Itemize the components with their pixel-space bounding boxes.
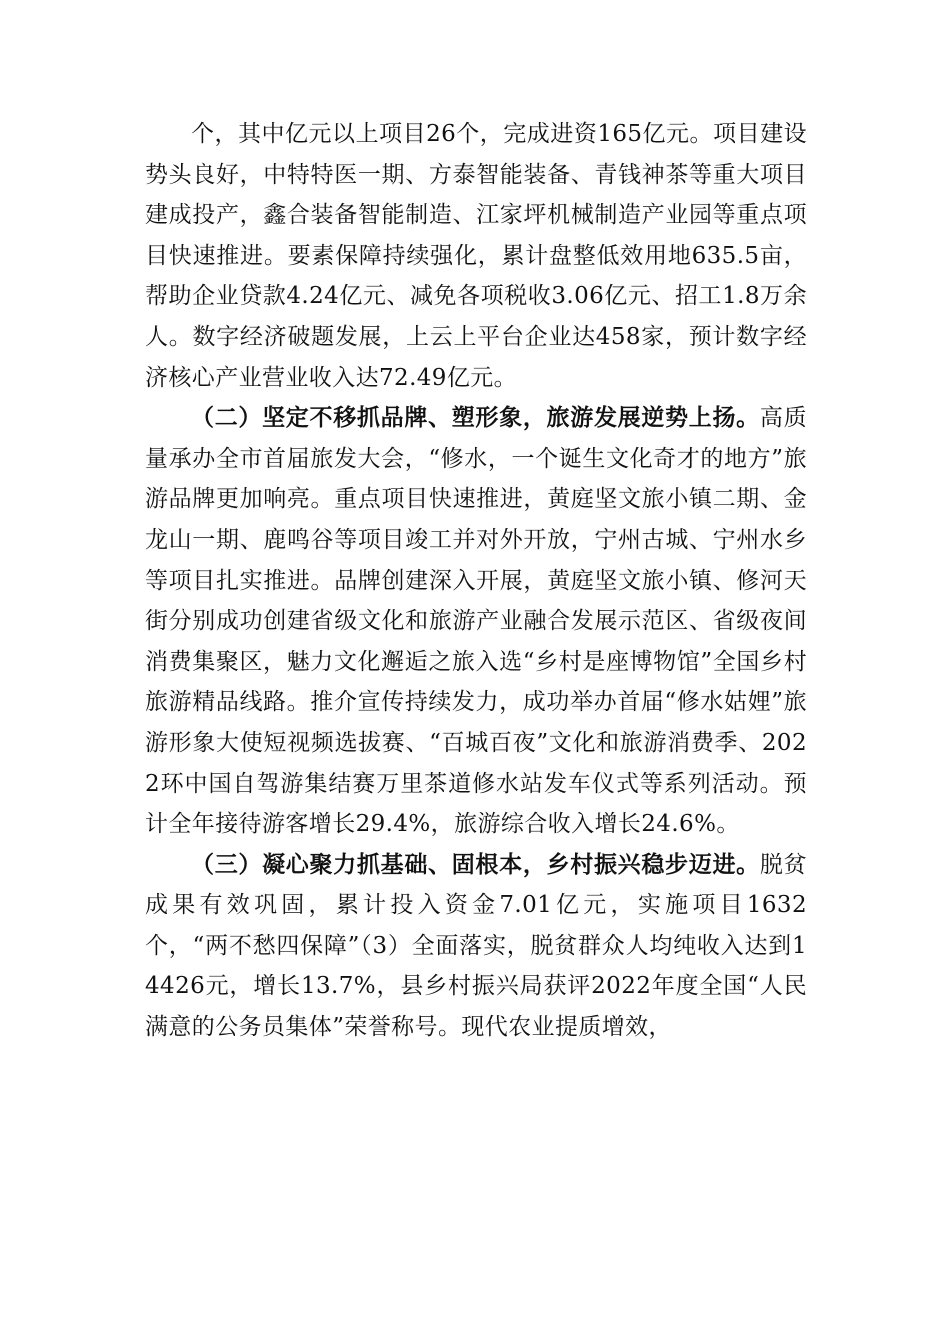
paragraph-2 (145, 398, 807, 845)
paragraph-3-text: 脱贫成果有效巩固，累计投入资金7.01亿元，实施项目1632个，“两不愁四保障”（3）全面落实，脱贫群众人均纯收入达到14426元，增长13.7%，县乡村振兴局获评2022年度全国“人民满意的公务员集体”荣誉称号。现代农业提质增效， (145, 851, 807, 1041)
paragraph-3-heading: （三）凝心聚力抓基础、固根本，乡村振兴稳步迈进。 (191, 850, 760, 878)
paragraph-1 (145, 114, 807, 398)
paragraph-1-text: 个，其中亿元以上项目26个，完成进资165亿元。项目建设势头良好，中特特医一期、方泰智能装备、青钱神茶等重大项目建成投产，鑫合装备智能制造、江家坪机械制造产业园等重点项目快速推进。要素保障持续强化，累计盘整低效用地635.5亩，帮助企业贷款4.24亿元、减免各项税收3.06亿元、招工1.8万余人。数字经济破题发展，上云上平台企业达458家，预计数字经济核心产业营业收入达72.49亿元。 (145, 121, 807, 391)
document-body (145, 114, 807, 1048)
paragraph-2-text: 高质量承办全市首届旅发大会，“修水，一个诞生文化奇才的地方”旅游品牌更加响亮。重点项目快速推进，黄庭坚文旅小镇二期、金龙山一期、鹿鸣谷等项目竣工并对外开放，宁州古城、宁州水乡等项目扎实推进。品牌创建深入开展，黄庭坚文旅小镇、修河天街分别成功创建省级文化和旅游产业融合发展示范区、省级夜间消费集聚区，魅力文化邂逅之旅入选“乡村是座博物馆”全国乡村旅游精品线路。推介宣传持续发力，成功举办首届“修水姑娌”旅游形象大使短视频选拔赛、“百城百夜”文化和旅游消费季、2022环中国自驾游集结赛万里茶道修水站发车仪式等系列活动。预计全年接待游客增长29.4%，旅游综合收入增长24.6%。 (145, 405, 807, 838)
paragraph-3 (145, 845, 807, 1048)
paragraph-2-heading: （二）坚定不移抓品牌、塑形象，旅游发展逆势上扬。 (191, 404, 760, 432)
